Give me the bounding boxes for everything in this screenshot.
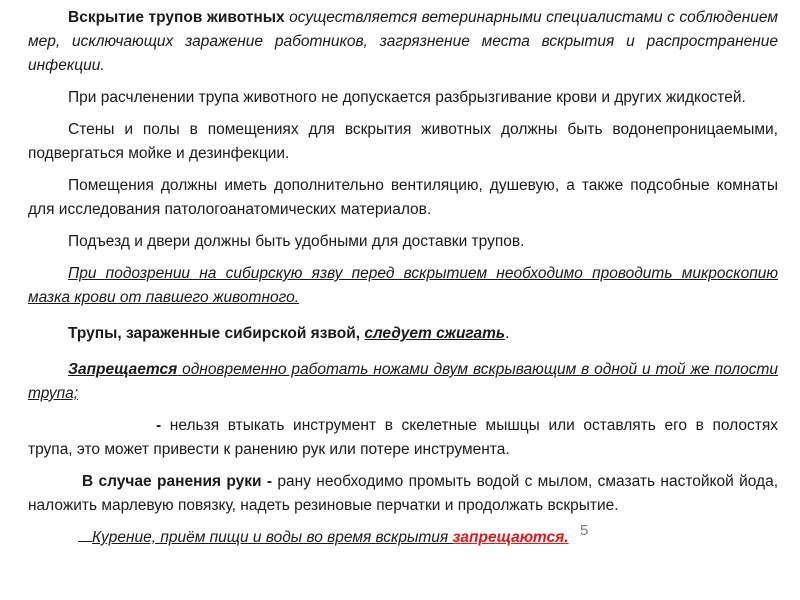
paragraph-hand-injury <box>28 470 778 518</box>
autopsy-intro-text: осуществляется ветеринарными специалистами с соблюдением мер, исключающих заражение работников, загрязнение места вскрытия и распространение инфекции. <box>28 9 778 74</box>
paragraph-autopsy-intro <box>28 6 778 78</box>
paragraph-anthrax-microscopy: При подозрении на сибирскую язву перед вскрытием необходимо проводить микроскопию мазка крови от павшего животного. <box>28 265 778 306</box>
paragraph-access-doors: Подъезд и двери должны быть удобными для доставки трупов. <box>68 233 525 250</box>
period: . <box>505 325 510 342</box>
no-smoking-text: Курение, приём пищи и воды во время вскрытия <box>92 529 453 546</box>
hand-injury-label: В случае ранения руки - <box>82 473 278 490</box>
paragraph-walls-floors: Стены и полы в помещениях для вскрытия животных должны быть водонепроницаемыми, подвергаться мойке и дезинфекции. <box>28 121 778 162</box>
paragraph-instruments <box>28 414 778 462</box>
hand-injury-text: рану необходимо промыть водой с мылом, смазать настойкой йода, наложить марлевую повязку, надеть резиновые перчатки и продолжать вскрытие. <box>28 473 779 514</box>
prohibited-label: Запрещается <box>68 361 178 378</box>
prohibited-red-text: запрещаются. <box>452 529 569 546</box>
autopsy-heading: Вскрытие трупов животных <box>68 9 285 26</box>
paragraph-anthrax-burning <box>28 322 778 346</box>
paragraph-no-smoking <box>28 526 778 550</box>
anthrax-bodies-text: Трупы, зараженные сибирской язвой, <box>68 325 365 342</box>
page-number: 5 <box>580 522 589 539</box>
instruments-text: нельзя втыкать инструмент в скелетные мышцы или оставлять его в полостях трупа, это может привести к ранению рук или потере инструмента. <box>28 417 779 458</box>
underline-lead <box>78 527 92 542</box>
paragraph-blood-splatter: При расчленении трупа животного не допускается разбрызгивание крови и других жидкостей. <box>68 89 746 106</box>
dash-marker: - <box>156 417 170 434</box>
must-be-burned-text: следует сжигать <box>364 325 506 342</box>
prohibition-knives-text: одновременно работать ножами двум вскрывающим в одной и той же полости трупа; <box>28 361 778 402</box>
paragraph-prohibition-knives <box>28 358 778 406</box>
paragraph-rooms-ventilation: Помещения должны иметь дополнительно вентиляцию, душевую, а также подсобные комнаты для исследования патологоанатомических материалов. <box>28 177 778 218</box>
